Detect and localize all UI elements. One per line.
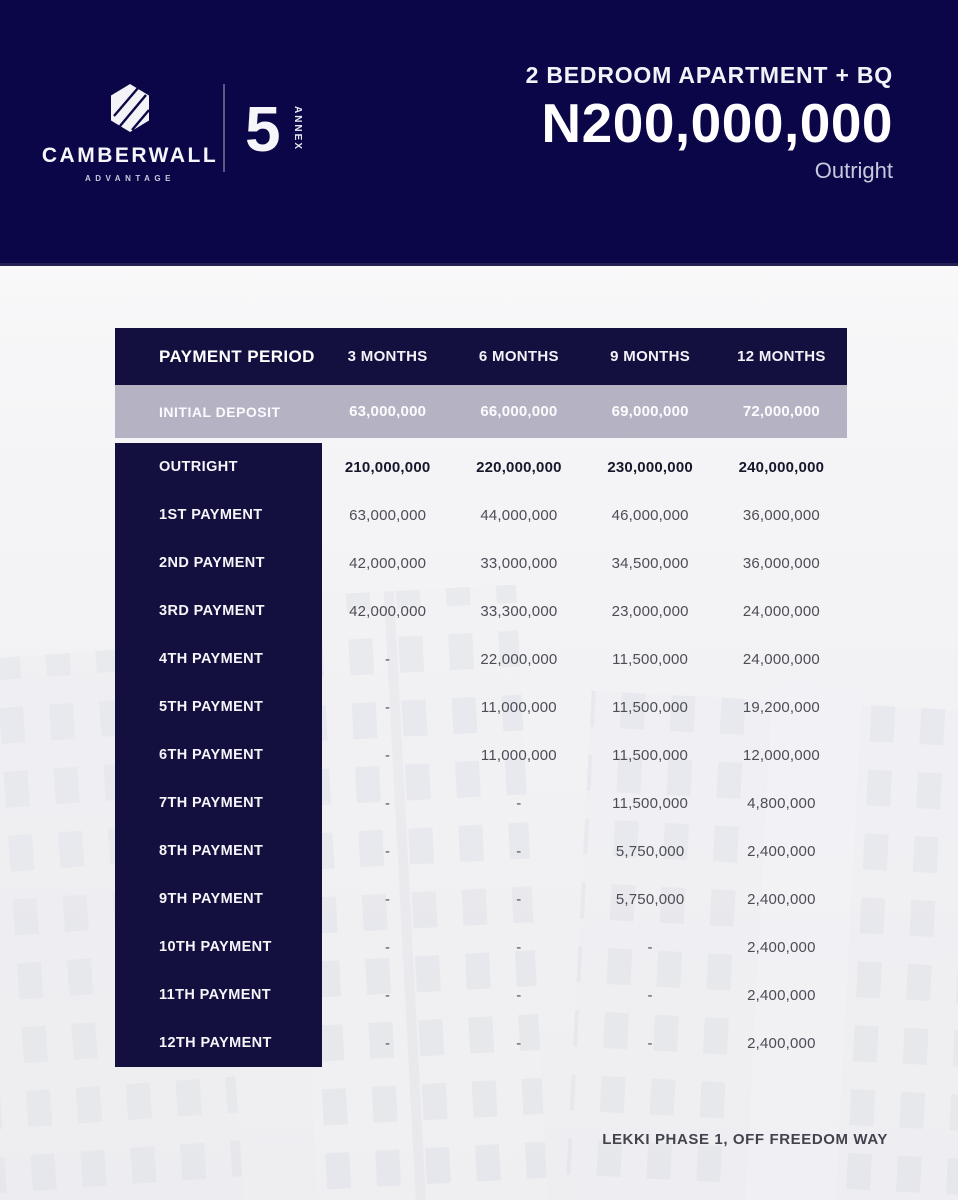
table-row (115, 491, 847, 539)
brand-name: CAMBERWALL (41, 144, 219, 167)
row-value: 2,400,000 (747, 1034, 816, 1052)
row-label: 4TH PAYMENT (115, 635, 322, 683)
column-header-3-months: 3 MONTHS (347, 348, 428, 365)
row-value: - (385, 890, 391, 908)
row-label: 3RD PAYMENT (115, 587, 322, 635)
table-body (115, 443, 847, 1067)
logo-divider (223, 84, 225, 172)
row-value: 23,000,000 (611, 602, 689, 620)
row-value: - (516, 794, 522, 812)
row-value: 11,500,000 (612, 746, 689, 764)
table-row (115, 683, 847, 731)
brand-logo-group (41, 82, 320, 183)
row-value: 46,000,000 (611, 506, 689, 524)
row-value: - (647, 986, 653, 1004)
row-value: 22,000,000 (480, 650, 558, 668)
row-value: - (385, 1034, 391, 1052)
row-value: 42,000,000 (349, 554, 427, 572)
row-value: 230,000,000 (607, 458, 693, 476)
initial-deposit-value: 63,000,000 (349, 403, 427, 420)
row-value: - (385, 938, 391, 956)
row-value: 63,000,000 (349, 506, 427, 524)
offer-block (526, 62, 893, 184)
location-text: LEKKI PHASE 1, OFF FREEDOM WAY (602, 1131, 888, 1148)
row-value: 210,000,000 (344, 458, 431, 476)
row-label: OUTRIGHT (115, 443, 322, 491)
row-label: 10TH PAYMENT (115, 923, 322, 971)
row-value: 11,000,000 (480, 698, 557, 716)
row-label: 1ST PAYMENT (115, 491, 322, 539)
initial-deposit-value: 72,000,000 (742, 403, 820, 420)
row-label: 9TH PAYMENT (115, 875, 322, 923)
row-value: 4,800,000 (747, 794, 816, 812)
row-value: 19,200,000 (742, 698, 820, 716)
row-value: - (647, 938, 653, 956)
row-value: - (647, 1034, 653, 1052)
phase-annex-label: ANNEX (291, 105, 303, 152)
brand-subtitle: ADVANTAGE (85, 174, 175, 183)
row-label: 7TH PAYMENT (115, 779, 322, 827)
row-value: - (516, 890, 522, 908)
row-value: - (516, 986, 522, 1004)
initial-deposit-value: 66,000,000 (480, 403, 558, 420)
row-value: - (385, 986, 391, 1004)
row-value: 24,000,000 (742, 650, 820, 668)
row-value: 42,000,000 (349, 602, 427, 620)
row-value: 2,400,000 (747, 938, 816, 956)
row-value: - (385, 794, 391, 812)
row-value: 5,750,000 (615, 890, 685, 908)
column-header-12-months: 12 MONTHS (737, 348, 826, 365)
row-value: 12,000,000 (742, 746, 820, 764)
table-row (115, 731, 847, 779)
row-value: - (385, 698, 391, 716)
column-header-6-months: 6 MONTHS (478, 348, 559, 365)
row-value: 2,400,000 (747, 890, 816, 908)
row-value: - (516, 842, 522, 860)
table-row (115, 923, 847, 971)
table-row (115, 443, 847, 491)
column-header-9-months: 9 MONTHS (610, 348, 691, 365)
table-row (115, 635, 847, 683)
table-row (115, 587, 847, 635)
row-value: 34,500,000 (611, 554, 689, 572)
table-row (115, 875, 847, 923)
row-value: 36,000,000 (742, 506, 820, 524)
row-value: 44,000,000 (480, 506, 558, 524)
initial-deposit-label: INITIAL DEPOSIT (159, 403, 281, 420)
row-label: 5TH PAYMENT (115, 683, 322, 731)
table-row (115, 1019, 847, 1067)
row-value: 33,300,000 (480, 602, 558, 620)
payment-plan-table (115, 328, 847, 1067)
row-label: 11TH PAYMENT (115, 971, 322, 1019)
row-value: - (385, 842, 391, 860)
table-header-row (115, 328, 847, 385)
row-value: - (516, 1034, 522, 1052)
price-qualifier: Outright (814, 157, 893, 183)
row-value: 11,500,000 (612, 698, 689, 716)
row-value: 240,000,000 (738, 458, 825, 476)
row-value: 11,000,000 (480, 746, 557, 764)
row-label: 12TH PAYMENT (115, 1019, 322, 1067)
header-banner (0, 0, 958, 266)
row-value: 11,500,000 (612, 794, 689, 812)
phase-number: 5 (245, 92, 281, 165)
row-value: 2,400,000 (747, 842, 816, 860)
unit-price: N200,000,000 (541, 92, 893, 154)
row-label: 6TH PAYMENT (115, 731, 322, 779)
unit-type-title: 2 BEDROOM APARTMENT + BQ (525, 62, 893, 88)
row-value: 11,500,000 (612, 650, 689, 668)
column-header-payment-period: PAYMENT PERIOD (159, 346, 315, 366)
row-label: 8TH PAYMENT (115, 827, 322, 875)
row-value: - (385, 650, 391, 668)
table-row (115, 971, 847, 1019)
row-value: 33,000,000 (480, 554, 558, 572)
camberwall-hexagon-logo-icon (106, 82, 154, 134)
row-value: - (385, 746, 391, 764)
row-value: 5,750,000 (615, 842, 685, 860)
table-row (115, 779, 847, 827)
row-value: 36,000,000 (742, 554, 820, 572)
table-row (115, 827, 847, 875)
row-value: 220,000,000 (476, 458, 562, 476)
row-label: 2ND PAYMENT (115, 539, 322, 587)
row-value: - (516, 938, 522, 956)
initial-deposit-row (115, 385, 847, 438)
initial-deposit-value: 69,000,000 (611, 403, 689, 420)
row-value: 2,400,000 (747, 986, 816, 1004)
row-value: 24,000,000 (742, 602, 820, 620)
table-row (115, 539, 847, 587)
